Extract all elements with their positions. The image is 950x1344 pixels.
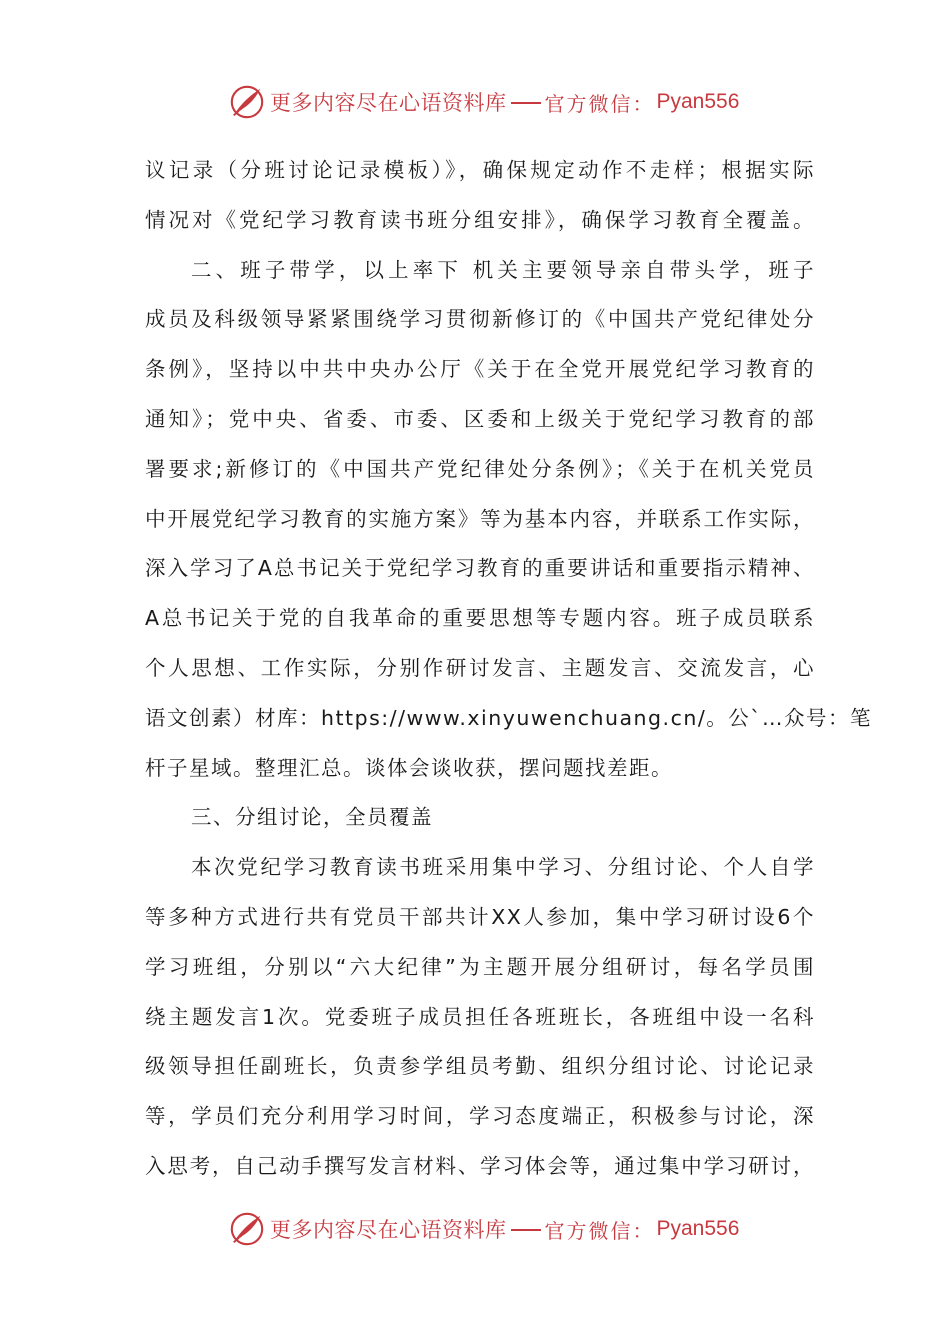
- text-line: 条例》，坚持以中共中央办公厅《关于在全党开展党纪学习教育的: [145, 357, 815, 382]
- text-line: 语文创素）材库：https://www.xinyuwenchuang.cn/。公`…众号：笔: [145, 705, 872, 730]
- banner-brand-text: 更多内容尽在心语资料库: [270, 1218, 507, 1242]
- banner-wechat-label: 官方微信：: [544, 1218, 655, 1243]
- quill-logo-icon: [228, 1210, 266, 1248]
- text-line: 本次党纪学习教育读书班采用集中学习、分组讨论、个人自学: [191, 855, 815, 880]
- text-line: 等，学员们充分利用学习时间，学习态度端正，积极参与讨论，深: [145, 1104, 815, 1129]
- banner-wechat-id: Pyan556: [656, 1217, 740, 1240]
- text-line: 署要求;新修订的《中国共产党纪律处分条例》；《关于在机关党员: [145, 456, 815, 481]
- text-line: 绕主题发言1次。党委班子成员担任各班班长，各班组中设一名科: [145, 1004, 815, 1029]
- text-line: 议记录（分班讨论记录模板）》，确保规定动作不走样；根据实际: [145, 158, 815, 182]
- text-line: 成员及科级领导紧紧围绕学习贯彻新修订的《中国共产党纪律处分: [145, 307, 815, 332]
- header-banner: [228, 82, 739, 122]
- banner-brand-text: 更多内容尽在心语资料库: [270, 91, 507, 115]
- text-line: 深入学习了A总书记关于党纪学习教育的重要讲话和重要指示精神、: [145, 556, 815, 581]
- banner-wechat-id: Pyan556: [656, 90, 740, 113]
- banner-dash: [511, 1229, 541, 1231]
- text-line: 杆子星域。整理汇总。谈体会谈收获，摆问题找差距。: [145, 755, 673, 780]
- text-line: 级领导担任副班长，负责参学组员考勤、组织分组讨论、讨论记录: [145, 1054, 815, 1079]
- text-line: A总书记关于党的自我革命的重要思想等专题内容。班子成员联系: [145, 606, 815, 631]
- banner-wechat-label: 官方微信：: [544, 91, 655, 116]
- text-line: 个人思想、工作实际，分别作研讨发言、主题发言、交流发言，心: [145, 655, 815, 680]
- text-line: 等多种方式进行共有党员干部共计XX人参加，集中学习研讨设6个: [145, 904, 815, 929]
- text-line: 入思考，自己动手撰写发言材料、学习体会等，通过集中学习研讨，: [145, 1153, 815, 1178]
- section-heading-line: 三、分组讨论，全员覆盖: [191, 805, 433, 830]
- text-line: 学习班组，分别以“六大纪律”为主题开展分组研讨，每名学员围: [145, 954, 815, 979]
- banner-dash: [511, 102, 541, 104]
- text-line: 通知》；党中央、省委、市委、区委和上级关于党纪学习教育的部: [145, 406, 815, 431]
- section-heading-line: 二、班子带学，以上率下 机关主要领导亲自带头学，班子: [191, 257, 815, 282]
- footer-banner: [228, 1209, 739, 1249]
- quill-logo-icon: [228, 83, 266, 121]
- text-line: 中开展党纪学习教育的实施方案》等为基本内容，并联系工作实际，: [145, 506, 815, 531]
- text-line: 情况对《党纪学习教育读书班分组安排》，确保学习教育全覆盖。: [145, 207, 815, 232]
- document-body: [145, 146, 872, 1192]
